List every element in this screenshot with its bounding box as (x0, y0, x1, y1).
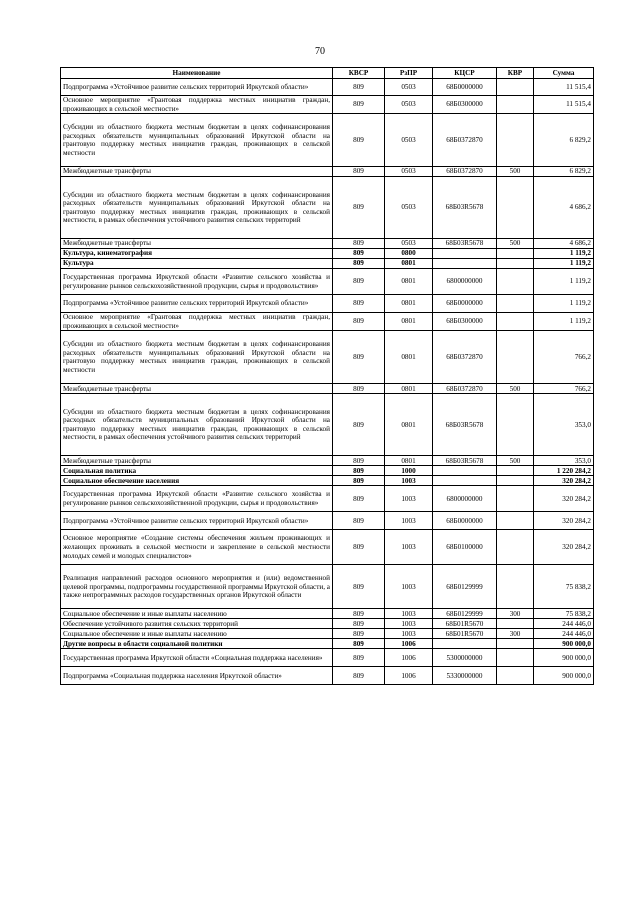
page-number: 70 (315, 46, 325, 57)
table-row (61, 619, 594, 629)
cell-rzpr: 0801 (385, 456, 433, 466)
cell-kcsr: 6800000000 (433, 269, 497, 295)
cell-kvr (497, 295, 534, 313)
cell-kcsr: 68Б0129999 (433, 609, 497, 619)
cell-kvr (497, 530, 534, 565)
table-row (61, 167, 594, 177)
cell-kvr (497, 649, 534, 667)
table-row (61, 639, 594, 649)
cell-sum: 1 119,2 (534, 295, 594, 313)
cell-name: Подпрограмма «Социальная поддержка населения Иркутской области» (61, 667, 333, 685)
table-row (61, 259, 594, 269)
cell-rzpr: 0503 (385, 167, 433, 177)
cell-sum: 766,2 (534, 384, 594, 394)
cell-kvsr: 809 (333, 295, 385, 313)
cell-rzpr: 0503 (385, 96, 433, 114)
cell-kvr: 300 (497, 629, 534, 639)
cell-kcsr: 68Б01R5670 (433, 629, 497, 639)
cell-rzpr: 1003 (385, 530, 433, 565)
cell-name: Межбюджетные трансферты (61, 456, 333, 466)
cell-kvr (497, 619, 534, 629)
table-row (61, 384, 594, 394)
cell-sum: 1 119,2 (534, 313, 594, 331)
table-row (61, 239, 594, 249)
cell-kvsr: 809 (333, 239, 385, 249)
cell-sum: 353,0 (534, 456, 594, 466)
table-row (61, 114, 594, 167)
cell-name: Государственная программа Иркутской области «Социальная поддержка населения» (61, 649, 333, 667)
cell-kvr: 500 (497, 239, 534, 249)
cell-rzpr: 0800 (385, 249, 433, 259)
cell-kcsr: 68Б03R5678 (433, 456, 497, 466)
cell-kvr (497, 565, 534, 609)
cell-rzpr: 1003 (385, 629, 433, 639)
cell-kvr (497, 114, 534, 167)
cell-rzpr: 0801 (385, 295, 433, 313)
cell-kvsr: 809 (333, 629, 385, 639)
table-row (61, 249, 594, 259)
cell-kvsr: 809 (333, 512, 385, 530)
cell-sum: 1 220 284,2 (534, 466, 594, 476)
cell-kcsr: 68Б0372870 (433, 114, 497, 167)
cell-kvr (497, 466, 534, 476)
cell-kcsr: 68Б0000000 (433, 512, 497, 530)
cell-rzpr: 1003 (385, 476, 433, 486)
cell-rzpr: 0801 (385, 269, 433, 295)
cell-name: Реализация направлений расходов основного мероприятия и (или) ведомственной целевой программы, подпрограммы государственной программы Иркутской области, а также непрограммных расходов государственных органов Иркутской области (61, 565, 333, 609)
cell-name: Основное мероприятие «Грантовая поддержка местных инициатив граждан, проживающих в сельской местности» (61, 313, 333, 331)
cell-rzpr: 0503 (385, 177, 433, 239)
cell-rzpr: 1003 (385, 565, 433, 609)
cell-rzpr: 1003 (385, 486, 433, 512)
cell-kcsr: 5330000000 (433, 667, 497, 685)
cell-name: Социальное обеспечение и иные выплаты населению (61, 629, 333, 639)
cell-kcsr (433, 476, 497, 486)
cell-kcsr: 68Б0100000 (433, 530, 497, 565)
cell-rzpr: 1003 (385, 609, 433, 619)
cell-sum: 320 284,2 (534, 476, 594, 486)
cell-sum: 11 515,4 (534, 96, 594, 114)
cell-name: Основное мероприятие «Грантовая поддержка местных инициатив граждан, проживающих в сельской местности» (61, 96, 333, 114)
table-row (61, 331, 594, 384)
cell-name: Субсидии из областного бюджета местным бюджетам в целях софинансирования расходных обязательств муниципальных образований Иркутской области на грантовую поддержку местных инициатив граждан, проживающих в сельской местности, в рамках обеспечения устойчивого развития сельских территорий (61, 394, 333, 456)
table-row (61, 394, 594, 456)
cell-sum: 6 829,2 (534, 114, 594, 167)
cell-name: Другие вопросы в области социальной политики (61, 639, 333, 649)
table-row (61, 456, 594, 466)
cell-kvsr: 809 (333, 565, 385, 609)
cell-sum: 75 838,2 (534, 609, 594, 619)
cell-rzpr: 1003 (385, 512, 433, 530)
table-row (61, 177, 594, 239)
cell-kcsr (433, 466, 497, 476)
cell-sum: 1 119,2 (534, 249, 594, 259)
cell-kvr (497, 512, 534, 530)
cell-kvsr: 809 (333, 619, 385, 629)
cell-kcsr: 68Б03R5678 (433, 394, 497, 456)
cell-kvr (497, 476, 534, 486)
cell-rzpr: 1006 (385, 649, 433, 667)
table-body (61, 79, 594, 685)
cell-kcsr: 6800000000 (433, 486, 497, 512)
cell-name: Межбюджетные трансферты (61, 384, 333, 394)
cell-rzpr: 1006 (385, 667, 433, 685)
cell-kvr (497, 331, 534, 384)
cell-kvsr: 809 (333, 667, 385, 685)
cell-name: Субсидии из областного бюджета местным бюджетам в целях софинансирования расходных обязательств муниципальных образований Иркутской области на грантовую поддержку местных инициатив граждан, проживающих в сельской местности (61, 331, 333, 384)
cell-kvr (497, 269, 534, 295)
header-kvsr: КВСР (333, 68, 385, 79)
cell-kvr: 500 (497, 167, 534, 177)
cell-rzpr: 0503 (385, 114, 433, 167)
cell-kcsr: 68Б01R5670 (433, 619, 497, 629)
cell-kvr (497, 96, 534, 114)
cell-kcsr (433, 639, 497, 649)
cell-sum: 353,0 (534, 394, 594, 456)
cell-rzpr: 0801 (385, 331, 433, 384)
cell-sum: 11 515,4 (534, 79, 594, 96)
cell-name: Подпрограмма «Устойчивое развитие сельских территорий Иркутской области» (61, 79, 333, 96)
cell-sum: 320 284,2 (534, 486, 594, 512)
cell-sum: 900 000,0 (534, 667, 594, 685)
cell-sum: 244 446,0 (534, 629, 594, 639)
cell-kvsr: 809 (333, 313, 385, 331)
cell-kcsr: 68Б0000000 (433, 295, 497, 313)
table-row (61, 649, 594, 667)
cell-kvsr: 809 (333, 486, 385, 512)
table-row (61, 96, 594, 114)
cell-sum: 4 686,2 (534, 177, 594, 239)
cell-kcsr: 68Б0129999 (433, 565, 497, 609)
cell-rzpr: 0801 (385, 394, 433, 456)
cell-name: Обеспечение устойчивого развития сельских территорий (61, 619, 333, 629)
cell-kcsr: 68Б0372870 (433, 384, 497, 394)
header-sum: Сумма (534, 68, 594, 79)
cell-sum: 766,2 (534, 331, 594, 384)
cell-name: Подпрограмма «Устойчивое развитие сельских территорий Иркутской области» (61, 512, 333, 530)
table-row (61, 486, 594, 512)
cell-kcsr: 68Б0000000 (433, 79, 497, 96)
table-row (61, 79, 594, 96)
cell-name: Субсидии из областного бюджета местным бюджетам в целях софинансирования расходных обязательств муниципальных образований Иркутской области на грантовую поддержку местных инициатив граждан, проживающих в сельской местности (61, 114, 333, 167)
cell-kvsr: 809 (333, 456, 385, 466)
cell-sum: 4 686,2 (534, 239, 594, 249)
cell-rzpr: 0801 (385, 384, 433, 394)
cell-kvsr: 809 (333, 609, 385, 619)
table-row (61, 269, 594, 295)
cell-kvsr: 809 (333, 466, 385, 476)
cell-kvr: 300 (497, 609, 534, 619)
cell-rzpr: 0503 (385, 239, 433, 249)
cell-rzpr: 0503 (385, 79, 433, 96)
cell-sum: 1 119,2 (534, 269, 594, 295)
cell-sum: 900 000,0 (534, 639, 594, 649)
cell-name: Социальная политика (61, 466, 333, 476)
cell-name: Социальное обеспечение населения (61, 476, 333, 486)
cell-name: Подпрограмма «Устойчивое развитие сельских территорий Иркутской области» (61, 295, 333, 313)
cell-sum: 6 829,2 (534, 167, 594, 177)
cell-rzpr: 0801 (385, 259, 433, 269)
cell-rzpr: 1003 (385, 619, 433, 629)
cell-kvr (497, 79, 534, 96)
cell-kvsr: 809 (333, 394, 385, 456)
cell-kvsr: 809 (333, 249, 385, 259)
cell-kvr: 500 (497, 456, 534, 466)
cell-kvr (497, 486, 534, 512)
cell-name: Государственная программа Иркутской области «Развитие сельского хозяйства и регулирование рынков сельскохозяйственной продукции, сырья и продовольствия» (61, 269, 333, 295)
header-name: Наименование (61, 68, 333, 79)
cell-sum: 75 838,2 (534, 565, 594, 609)
cell-kvr (497, 249, 534, 259)
cell-kvsr: 809 (333, 639, 385, 649)
cell-kvsr: 809 (333, 114, 385, 167)
cell-kvsr: 809 (333, 167, 385, 177)
cell-kvr (497, 667, 534, 685)
cell-kvsr: 809 (333, 331, 385, 384)
cell-kvsr: 809 (333, 96, 385, 114)
table-row (61, 565, 594, 609)
cell-name: Государственная программа Иркутской области «Развитие сельского хозяйства и регулирование рынков сельскохозяйственной продукции, сырья и продовольствия» (61, 486, 333, 512)
table-row (61, 295, 594, 313)
cell-kvsr: 809 (333, 476, 385, 486)
cell-kcsr: 68Б0300000 (433, 313, 497, 331)
table-row (61, 629, 594, 639)
header-rzpr: РзПР (385, 68, 433, 79)
table-row (61, 466, 594, 476)
budget-table (60, 67, 594, 685)
cell-kvr (497, 313, 534, 331)
cell-kvr (497, 394, 534, 456)
cell-name: Культура, кинематография (61, 249, 333, 259)
cell-kcsr: 68Б0300000 (433, 96, 497, 114)
cell-kvr (497, 259, 534, 269)
cell-kvsr: 809 (333, 384, 385, 394)
cell-rzpr: 0801 (385, 313, 433, 331)
cell-rzpr: 1006 (385, 639, 433, 649)
cell-kcsr (433, 249, 497, 259)
cell-kvr (497, 639, 534, 649)
header-kvr: КВР (497, 68, 534, 79)
cell-name: Культура (61, 259, 333, 269)
cell-kvsr: 809 (333, 177, 385, 239)
cell-name: Межбюджетные трансферты (61, 239, 333, 249)
cell-kcsr: 68Б0372870 (433, 331, 497, 384)
table-row (61, 512, 594, 530)
cell-kcsr: 5300000000 (433, 649, 497, 667)
cell-sum: 244 446,0 (534, 619, 594, 629)
cell-name: Межбюджетные трансферты (61, 167, 333, 177)
cell-sum: 320 284,2 (534, 512, 594, 530)
cell-kcsr: 68Б0372870 (433, 167, 497, 177)
cell-kvsr: 809 (333, 79, 385, 96)
cell-name: Основное мероприятие «Создание системы обеспечения жильем проживающих и желающих проживать в сельской местности и закрепление в сельской местности молодых семей и молодых специалистов» (61, 530, 333, 565)
table-row (61, 313, 594, 331)
cell-kvsr: 809 (333, 530, 385, 565)
cell-kvsr: 809 (333, 269, 385, 295)
table-row (61, 609, 594, 619)
cell-sum: 1 119,2 (534, 259, 594, 269)
cell-sum: 900 000,0 (534, 649, 594, 667)
table-header-row (61, 68, 594, 79)
cell-kvr: 500 (497, 384, 534, 394)
cell-kcsr (433, 259, 497, 269)
cell-kvsr: 809 (333, 649, 385, 667)
cell-rzpr: 1000 (385, 466, 433, 476)
table-row (61, 476, 594, 486)
table-row (61, 530, 594, 565)
cell-kcsr: 68Б03R5678 (433, 239, 497, 249)
cell-name: Субсидии из областного бюджета местным бюджетам в целях софинансирования расходных обязательств муниципальных образований Иркутской области на грантовую поддержку местных инициатив граждан, проживающих в сельской местности, в рамках обеспечения устойчивого развития сельских территорий (61, 177, 333, 239)
cell-name: Социальное обеспечение и иные выплаты населению (61, 609, 333, 619)
cell-kvr (497, 177, 534, 239)
cell-kvsr: 809 (333, 259, 385, 269)
cell-sum: 320 284,2 (534, 530, 594, 565)
header-kcsr: КЦСР (433, 68, 497, 79)
cell-kcsr: 68Б03R5678 (433, 177, 497, 239)
table-row (61, 667, 594, 685)
